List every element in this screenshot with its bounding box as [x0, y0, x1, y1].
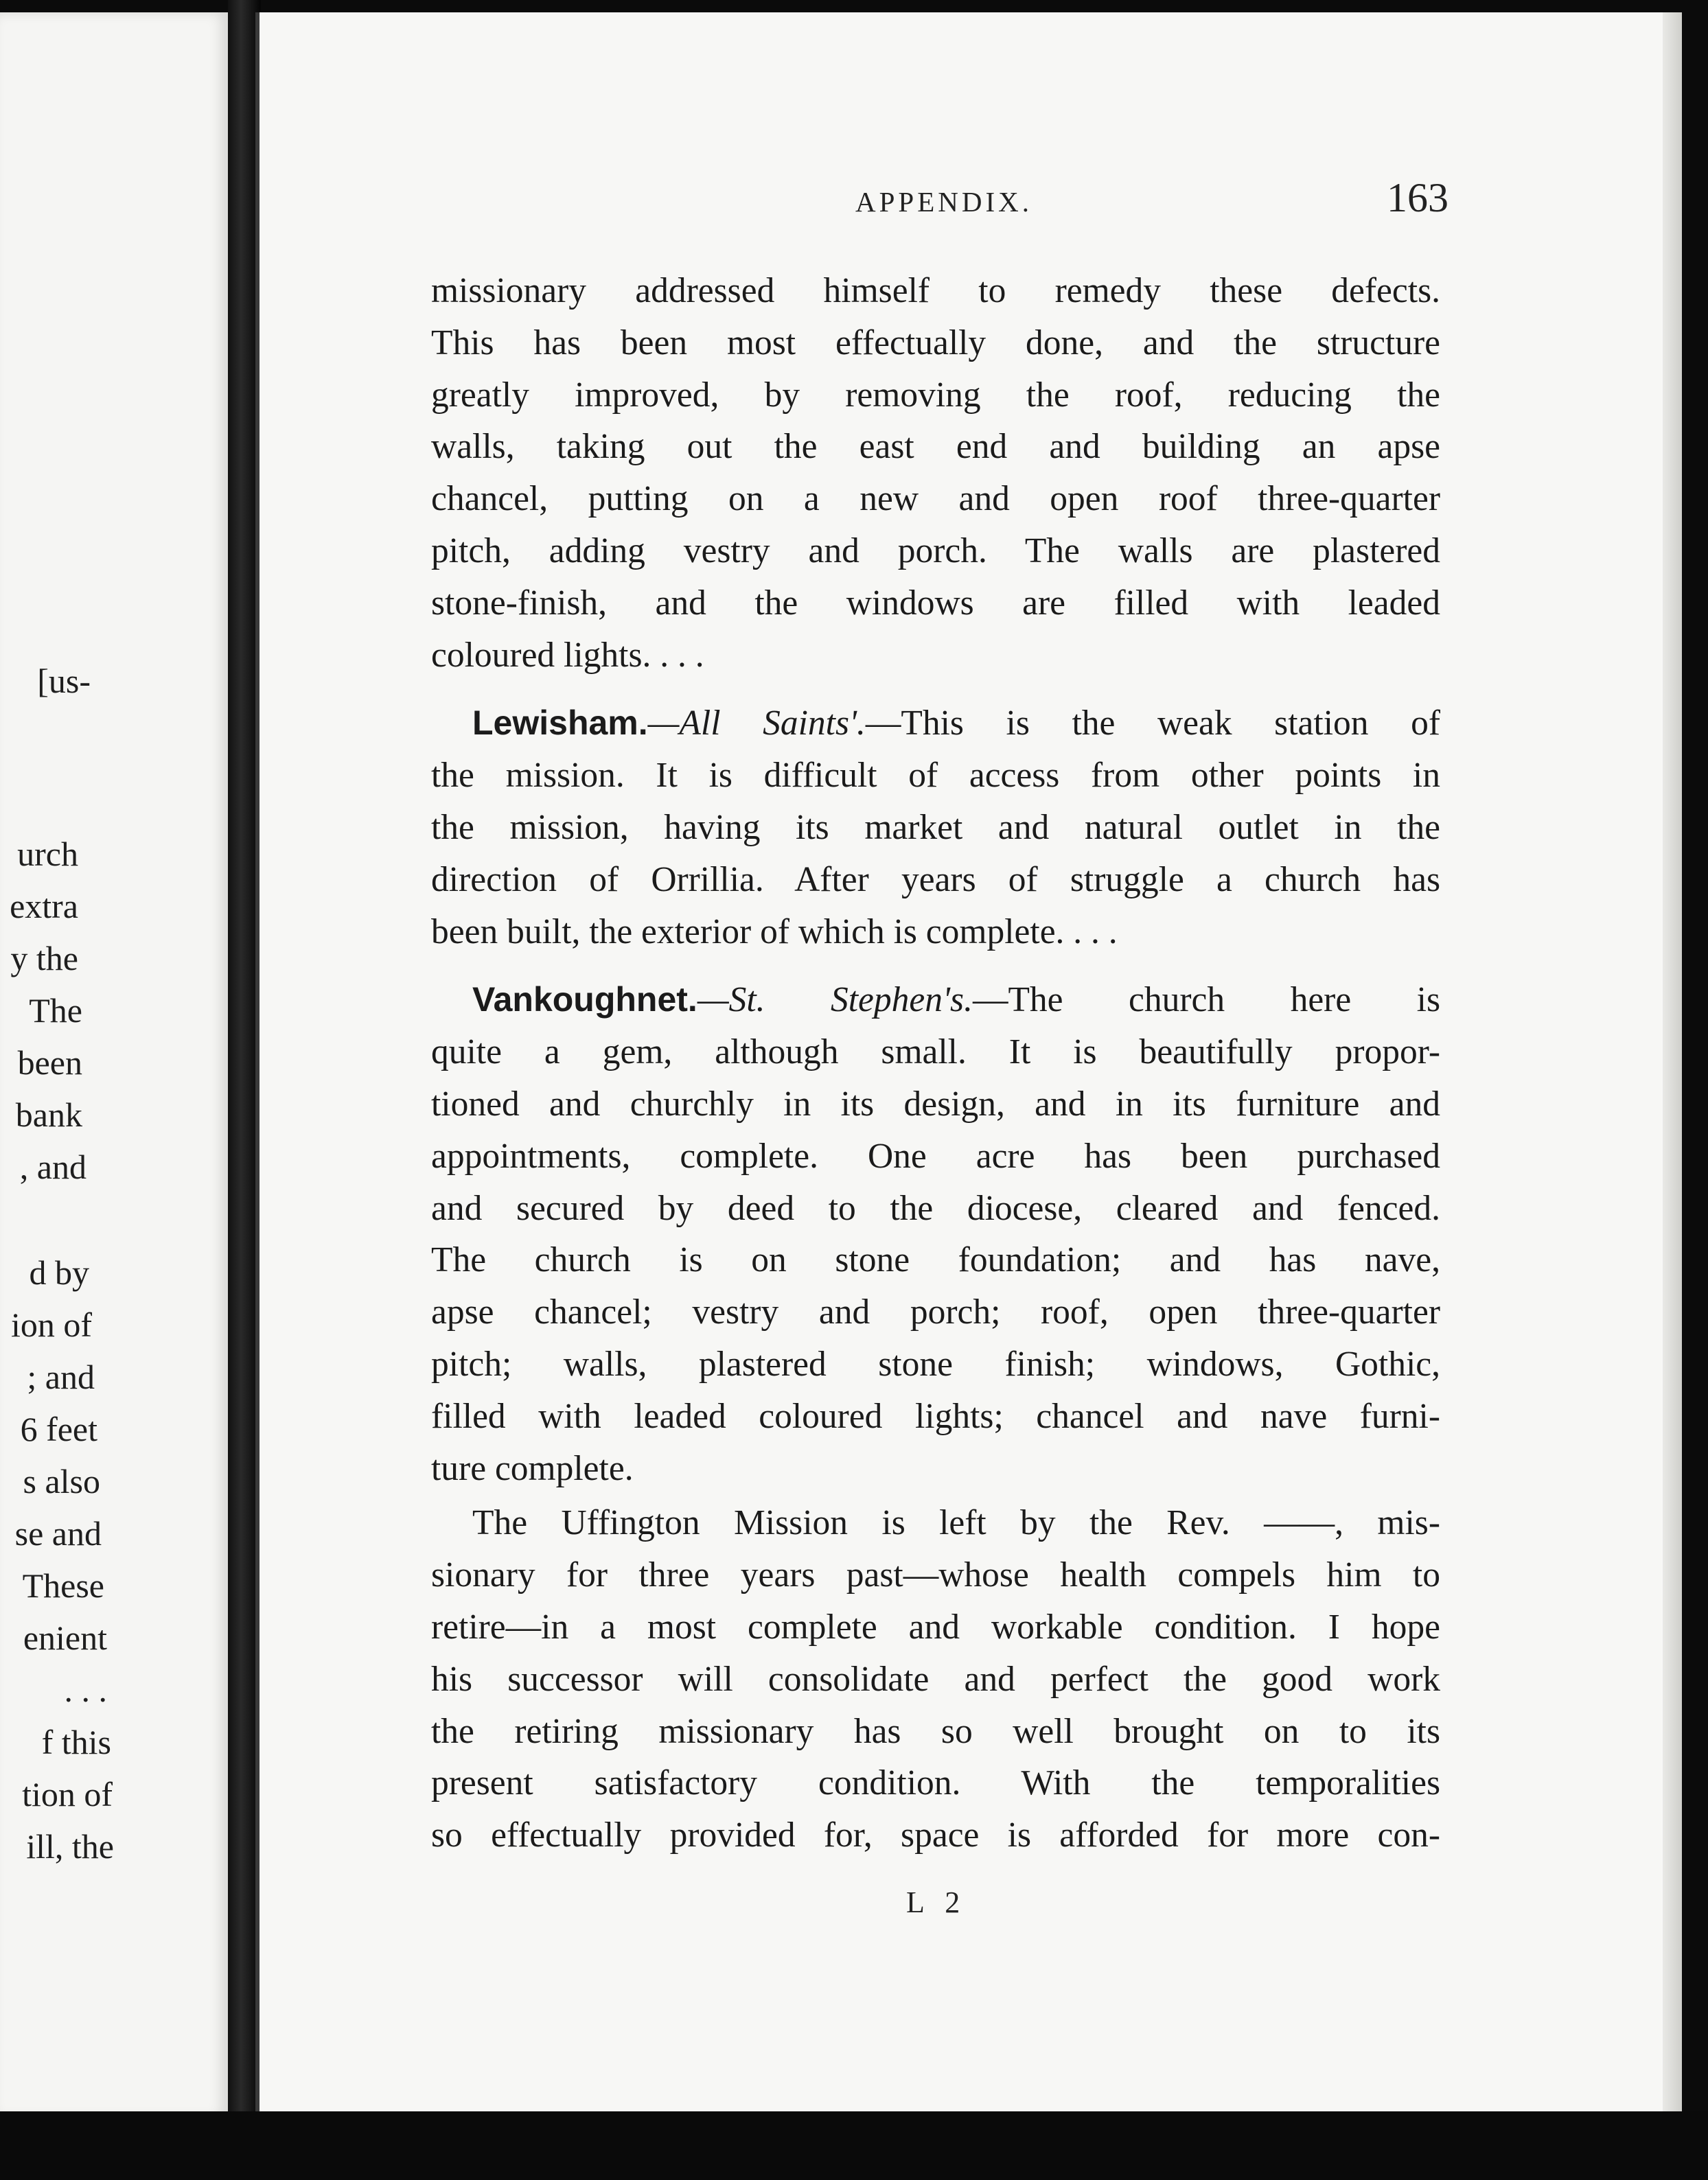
- text-line: the retiring missionary has so well brought on to its: [431, 1711, 1440, 1751]
- facing-page-line: bank: [15, 1095, 82, 1134]
- page-edge: [1663, 12, 1682, 2111]
- text-line: filled with leaded coloured lights; chancel and nave furni-: [431, 1396, 1440, 1436]
- text-line: been built, the exterior of which is complete. . . .: [431, 912, 1118, 951]
- facing-page-line: The: [29, 991, 82, 1030]
- text-line: The Uffington Mission is left by the Rev. ——, mis-: [472, 1503, 1440, 1543]
- body-text: [431, 265, 1440, 1862]
- signature-mark: L 2: [906, 1886, 967, 1919]
- place-name: Vankoughnet.: [472, 980, 697, 1019]
- text-line: the mission. It is difficult of access from other points in: [431, 756, 1440, 796]
- text-line: coloured lights. . . .: [431, 635, 704, 675]
- facing-page-line: se and: [14, 1514, 102, 1553]
- text-line: so effectually provided for, space is afforded for more con-: [431, 1816, 1440, 1855]
- facing-page-fragment: [0, 12, 228, 2118]
- book-page: [255, 12, 1682, 2111]
- text-line-vankoughnet: [431, 974, 1440, 1026]
- text-line: the mission, having its market and natural outlet in the: [431, 807, 1440, 847]
- facing-page-line: f this: [41, 1723, 111, 1761]
- text-line: walls, taking out the east end and building an apse: [431, 427, 1440, 467]
- facing-page-line: enient: [23, 1619, 107, 1657]
- text-line: quite a gem, although small. It is beautifully propor-: [431, 1032, 1440, 1072]
- facing-page-line: urch: [17, 835, 78, 873]
- place-name: Lewisham.: [472, 704, 648, 743]
- text-line: appointments, complete. One acre has been purchased: [431, 1136, 1440, 1176]
- facing-page-line: , and: [19, 1148, 86, 1186]
- facing-page-line: [us-: [37, 662, 91, 700]
- facing-page-line: ; and: [27, 1358, 95, 1396]
- text-line: This has been most effectually done, and the structure: [431, 323, 1440, 362]
- paragraph-gap: [431, 681, 1440, 697]
- facing-page-line: ill, the: [26, 1827, 114, 1866]
- text-line: greatly improved, by removing the roof, reducing the: [431, 375, 1440, 415]
- text-line: chancel, putting on a new and open roof three-quarter: [431, 479, 1440, 519]
- text-line: retire—in a most complete and workable condition. I hope: [431, 1607, 1440, 1647]
- facing-page-line: s also: [23, 1462, 100, 1500]
- facing-page-line: been: [17, 1043, 82, 1082]
- text-line: direction of Orrillia. After years of struggle a church has: [431, 859, 1440, 899]
- facing-page-line: 6 feet: [20, 1410, 97, 1448]
- text-line: stone-finish, and the windows are filled with leaded: [431, 583, 1440, 623]
- text-line: and secured by deed to the diocese, cleared and fenced.: [431, 1188, 1440, 1228]
- scan-bottom-edge: [0, 2111, 1708, 2180]
- text-line: sionary for three years past—whose health compels him to: [431, 1555, 1440, 1595]
- text-run: —This is the weak station of: [865, 704, 1440, 743]
- facing-page-line: extra: [10, 887, 78, 925]
- text-line: pitch; walls, plastered stone finish; windows, Gothic,: [431, 1344, 1440, 1384]
- church-dedication: —All Saints'.: [647, 704, 866, 743]
- text-line: missionary addressed himself to remedy these defects.: [431, 271, 1440, 310]
- page-number: 163: [1387, 175, 1449, 220]
- facing-page-line: ion of: [10, 1306, 92, 1344]
- facing-page-line: tion of: [22, 1775, 113, 1813]
- church-dedication: —St. Stephen's.: [697, 980, 973, 1020]
- facing-page-line: These: [22, 1566, 104, 1605]
- text-line: apse chancel; vestry and porch; roof, open three-quarter: [431, 1292, 1440, 1332]
- text-line: tioned and churchly in its design, and in its furniture and: [431, 1084, 1440, 1124]
- text-run: —The church here is: [972, 980, 1441, 1020]
- text-line-lewisham: [431, 697, 1440, 750]
- text-line: his successor will consolidate and perfect the good work: [431, 1659, 1440, 1699]
- text-line: present satisfactory condition. With the temporalities: [431, 1763, 1440, 1803]
- facing-page-line: . . .: [64, 1671, 107, 1709]
- facing-page-line: y the: [10, 939, 78, 977]
- facing-page-line: d by: [29, 1253, 89, 1292]
- running-head: APPENDIX.: [855, 186, 1032, 218]
- text-line: The church is on stone foundation; and has nave,: [431, 1240, 1440, 1280]
- paragraph-gap: [431, 958, 1440, 974]
- text-line: pitch, adding vestry and porch. The walls are plastered: [431, 531, 1440, 570]
- text-line: ture complete.: [431, 1448, 634, 1488]
